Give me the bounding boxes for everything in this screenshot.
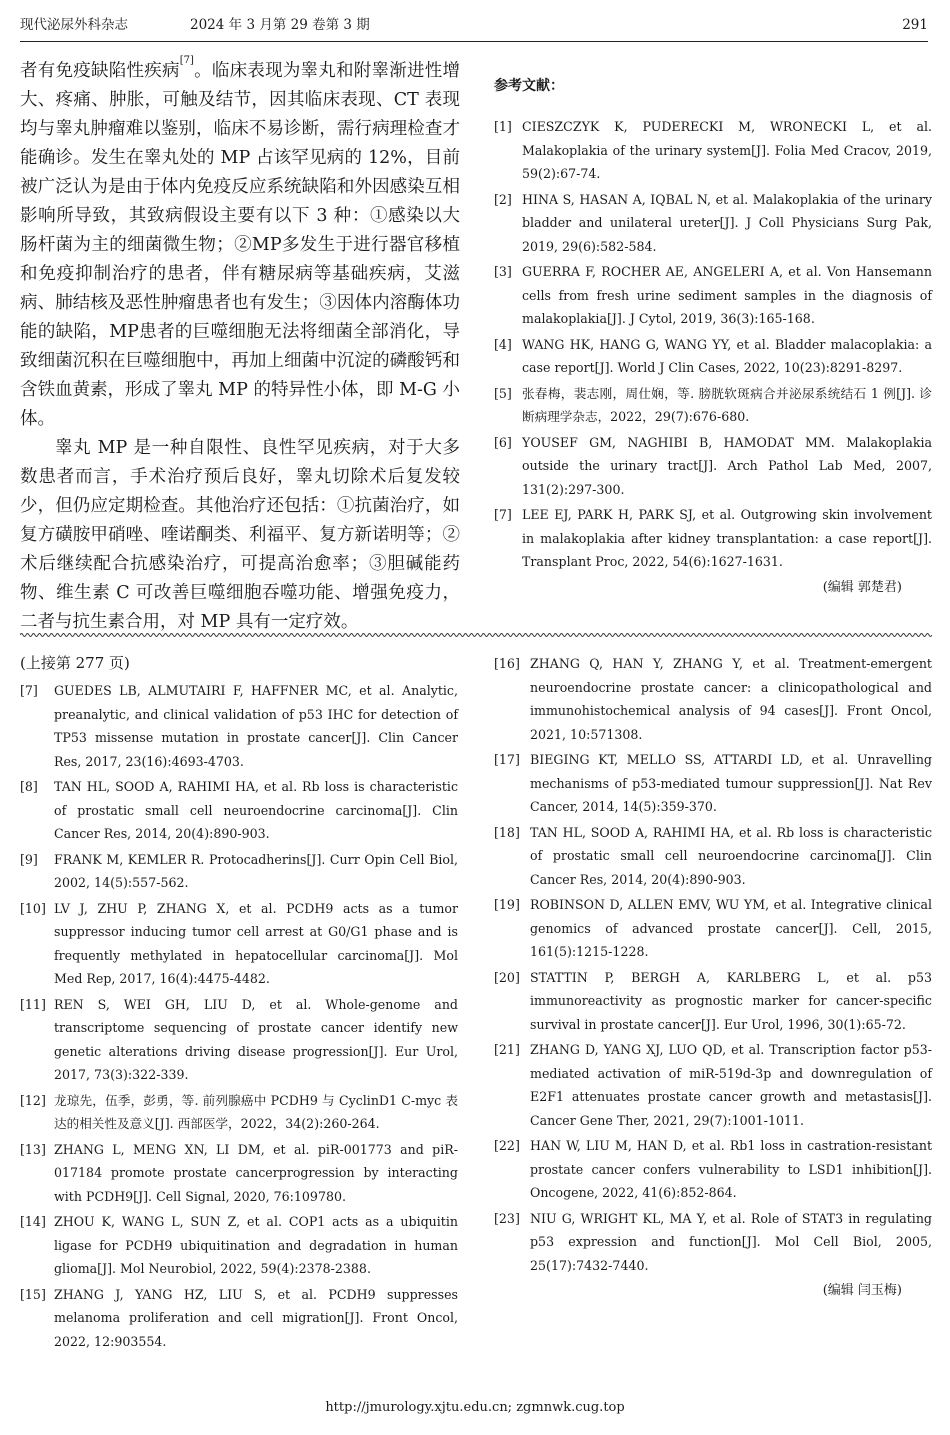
reference-text: STATTIN P, BERGH A, KARLBERG L, et al. p53 immunoreactivity as prognostic marker for cancer-specific survival in prostate cancer[J]. Eur Urol, 1996, 30(1):65-72. [530, 969, 932, 1032]
reference-text: 张春梅，裴志刚，周仕娴，等. 膀胱软斑病合并泌尿系统结石 1 例[J]. 诊断病理学杂志，2022，29(7):676-680. [522, 385, 932, 424]
reference-number: [7] [20, 683, 38, 698]
continued-references-left [20, 652, 458, 1355]
reference-number: [7] [494, 507, 512, 522]
reference-item [494, 431, 932, 502]
reference-item [20, 1210, 458, 1281]
reference-item [494, 821, 932, 892]
reference-text: GUEDES LB, ALMUTAIRI F, HAFFNER MC, et al. Analytic, preanalytic, and clinical validation of p53 IHC for detection of TP53 missense mutation in prostate cancer[J]. Clin Cancer Res, 2017, 23(16):4693-4703. [54, 683, 458, 769]
references-section [494, 75, 932, 595]
reference-number: [5] [494, 385, 512, 401]
reference-number: [17] [494, 752, 520, 767]
reference-text: HAN W, LIU M, HAN D, et al. Rb1 loss in castration-resistant prostate cancer confers vulnerability to LSD1 inhibition[J]. Oncogene, 2022, 41(6):852-864. [530, 1138, 932, 1200]
reference-item [20, 1089, 458, 1136]
reference-item [20, 897, 458, 991]
reference-text: ZHANG D, YANG XJ, LUO QD, et al. Transcription factor p53-mediated activation of miR-519d-3p and downregulation of E2F1 attenuates prostate cancer growth and metastasis[J]. Cancer Gene Ther, 2021, 29(7):1001-1011. [530, 1042, 932, 1128]
reference-number: [4] [494, 336, 512, 352]
continued-references-right [494, 652, 932, 1298]
reference-item [20, 848, 458, 895]
reference-item [20, 679, 458, 773]
reference-item [494, 893, 932, 964]
reference-number: [18] [494, 824, 520, 840]
reference-number: [6] [494, 434, 512, 450]
reference-text: TAN HL, SOOD A, RAHIMI HA, et al. Rb loss is characteristic of prostatic small cell neuroendocrine carcinoma[J]. Clin Cancer Res, 2014, 20(4):890-903. [54, 779, 458, 841]
reference-item [494, 333, 932, 380]
reference-item [494, 382, 932, 429]
reference-text: ZHANG Q, HAN Y, ZHANG Y, et al. Treatment-emergent neuroendocrine prostate cancer: a clinicopathological and immunohistochemical analysis of 94 cases[J]. Front Oncol, 2021, 10:571308. [530, 656, 932, 742]
reference-item [494, 1207, 932, 1278]
reference-text: ZHOU K, WANG L, SUN Z, et al. COP1 acts as a ubiquitin ligase for PCDH9 ubiquitination and degradation in human glioma[J]. Mol Neurobiol, 2022, 59(4):2378-2388. [54, 1214, 458, 1276]
reference-text: TAN HL, SOOD A, RAHIMI HA, et al. Rb loss is characteristic of prostatic small cell neuroendocrine carcinoma[J]. Clin Cancer Res, 2014, 20(4):890-903. [530, 824, 932, 887]
reference-number: [8] [20, 779, 38, 794]
reference-number: [20] [494, 969, 520, 985]
reference-item [494, 1134, 932, 1205]
reference-text: LV J, ZHU P, ZHANG X, et al. PCDH9 acts as a tumor suppressor inducing tumor cell arrest at G0/G1 phase and is frequently methylated in hepatocellular carcinoma[J]. Mol Med Rep, 2017, 16(4):4475-4482. [54, 900, 458, 986]
reference-item [20, 775, 458, 846]
continued-from-label: (上接第 277 页) [20, 654, 130, 672]
reference-item [494, 503, 932, 574]
reference-item [20, 993, 458, 1087]
reference-number: [1] [494, 119, 512, 134]
reference-number: [3] [494, 264, 512, 279]
issue-info: 2024 年 3 月第 29 卷第 3 期 [190, 17, 370, 33]
wavy-divider [20, 630, 932, 640]
reference-number: [2] [494, 191, 512, 207]
reference-text: BIEGING KT, MELLO SS, ATTARDI LD, et al. Unravelling mechanisms of p53-mediated tumour suppression[J]. Nat Rev Cancer, 2014, 14(5):359-370. [530, 752, 932, 814]
reference-item [494, 260, 932, 331]
editor-credit: (编辑 郭楚君) [822, 579, 902, 595]
reference-text: ZHANG J, YANG HZ, LIU S, et al. PCDH9 suppresses melanoma proliferation and cell migration[J]. Front Oncol, 2022, 12:903554. [54, 1286, 458, 1349]
reference-number: [23] [494, 1210, 520, 1226]
reference-text: 龙琼先，伍季，彭勇，等. 前列腺癌中 PCDH9 与 CyclinD1 C-myc 表达的相关性及意义[J]. 西部医学，2022，34(2):260-264. [54, 1092, 458, 1131]
reference-item [494, 188, 932, 259]
reference-text: GUERRA F, ROCHER AE, ANGELERI A, et al. Von Hansemann cells from fresh urine sediment samples in the diagnosis of malakoplakia[J]. J Cytol, 2019, 36(3):165-168. [522, 264, 932, 326]
reference-item [20, 1138, 458, 1209]
running-header [20, 12, 928, 42]
reference-number: [14] [20, 1214, 46, 1229]
page-number: 291 [902, 17, 928, 33]
reference-number: [22] [494, 1138, 520, 1153]
references-list [494, 115, 932, 574]
journal-name: 现代泌尿外科杂志 [20, 17, 128, 33]
references-title: 参考文献： [494, 78, 564, 94]
reference-text: REN S, WEI GH, LIU D, et al. Whole-genome and transcriptome sequencing of prostate cancer identify new genetic alterations driving disease progression[J]. Eur Urol, 2017, 73(3):322-339. [54, 996, 458, 1082]
reference-item [20, 1283, 458, 1354]
reference-text: LEE EJ, PARK H, PARK SJ, et al. Outgrowing skin involvement in malakoplakia after kidney transplantation: a case report[J]. Transplant Proc, 2022, 54(6):1627-1631. [522, 507, 932, 569]
reference-number: [13] [20, 1141, 46, 1157]
reference-item [494, 652, 932, 746]
reference-number: [12] [20, 1092, 46, 1108]
body-paragraph-1 [20, 57, 460, 434]
body-paragraph-1-start: 者有免疫缺陷性疾病 [20, 61, 180, 81]
reference-number: [15] [20, 1286, 46, 1302]
reference-item [494, 115, 932, 186]
reference-text: CIESZCZYK K, PUDERECKI M, WRONECKI L, et al. Malakoplakia of the urinary system[J]. Folia Med Cracov, 2019, 59(2):67-74. [522, 119, 932, 181]
reference-item [494, 748, 932, 819]
body-paragraph-1-rest: 。临床表现为睾丸和附睾渐进性增大、疼痛、肿胀，可触及结节，因其临床表现、CT 表现均与睾丸肿瘤难以鉴别，临床不易诊断，需行病理检查才能确诊。发生在睾丸处的 MP 占该罕见病的 12%，目前被广泛认为是由于体内免疫反应系统缺陷和外因感染互相影响所导致，其致病假设主要有以下 3 种：①感染以大肠杆菌为主的细菌微生物；②MP多发生于进行器官移植和免疫抑制治疗的患者，伴有糖尿病等基础疾病，艾滋病、肺结核及恶性肿瘤患者也有发生；③因体内溶酶体功能的缺陷，MP患者的巨噬细胞无法将细菌全部消化，导致细菌沉积在巨噬细胞中，再加上细菌中沉淀的磷酸钙和含铁血黄素，形成了睾丸 MP 的特异性小体，即 M-G 小体。 [20, 61, 461, 429]
reference-text: NIU G, WRIGHT KL, MA Y, et al. Role of STAT3 in regulating p53 expression and function[J]. Mol Cell Biol, 2005, 25(17):7432-7440. [530, 1210, 932, 1273]
reference-text: ROBINSON D, ALLEN EMV, WU YM, et al. Integrative clinical genomics of advanced prostate cancer[J]. Cell, 2015, 161(5):1215-1228. [530, 897, 932, 959]
reference-text: FRANK M, KEMLER R. Protocadherins[J]. Curr Opin Cell Biol, 2002, 14(5):557-562. [54, 851, 458, 890]
reference-text: HINA S, HASAN A, IQBAL N, et al. Malakoplakia of the urinary bladder and unilateral ureter[J]. J Coll Physicians Surg Pak, 2019, 29(6):582-584. [522, 191, 932, 254]
reference-number: [10] [20, 900, 46, 916]
reference-text: ZHANG L, MENG XN, LI DM, et al. piR-001773 and piR-017184 promote prostate cancerprogression by interacting with PCDH9[J]. Cell Signal, 2020, 76:109780. [54, 1141, 458, 1204]
body-paragraph-2: 睾丸 MP 是一种自限性、良性罕见疾病，对于大多数患者而言，手术治疗预后良好，睾丸切除术后复发较少，但仍应定期检查。其他治疗还包括：①抗菌治疗，如复方磺胺甲硝唑、喹诺酮类、利福平、复方新诺明等；②术后继续配合抗感染治疗，可提高治愈率；③胆碱能药物、维生素 C 可改善巨噬细胞吞噬功能、增强免疫力，二者与抗生素合用，对 MP 具有一定疗效。 [20, 438, 460, 632]
reference-number: [11] [20, 996, 46, 1012]
article-body-text [20, 57, 460, 637]
reference-text: YOUSEF GM, NAGHIBI B, HAMODAT MM. Malakoplakia outside the urinary tract[J]. Arch Pathol Lab Med, 2007, 131(2):297-300. [522, 434, 932, 497]
reference-number: [21] [494, 1042, 520, 1057]
reference-number: [16] [494, 656, 520, 671]
footer-urls: http://jmurology.xjtu.edu.cn; zgmnwk.cug.top [325, 1400, 625, 1415]
reference-item [494, 1038, 932, 1132]
reference-text: WANG HK, HANG G, WANG YY, et al. Bladder malacoplakia: a case report[J]. World J Clin Cases, 2022, 10(23):8291-8297. [522, 336, 932, 375]
references-list-right [494, 652, 932, 1277]
citation-marker[interactable]: [7] [179, 55, 194, 66]
references-list-left [20, 679, 458, 1353]
reference-item [494, 966, 932, 1037]
reference-number: [9] [20, 851, 38, 867]
reference-number: [19] [494, 897, 520, 912]
editor-credit-2: (编辑 闫玉梅) [822, 1283, 902, 1298]
